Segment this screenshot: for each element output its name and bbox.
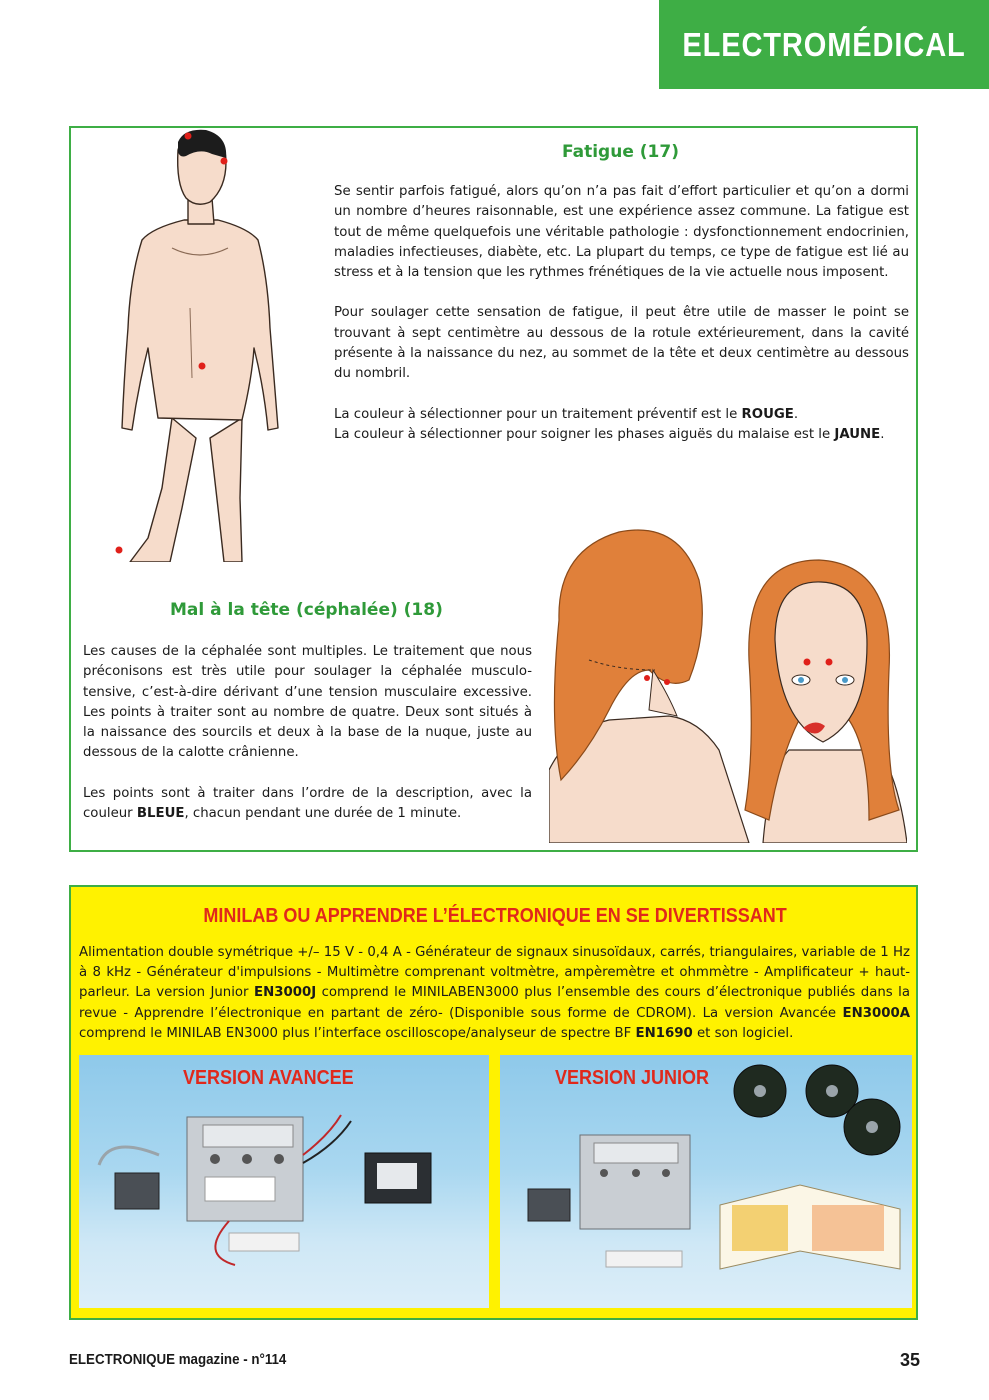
color-jaune: JAUNE [834,426,881,442]
ref-en3000a: EN3000A [842,1005,910,1021]
cephalee-text [83,642,532,824]
ref-en3000j: EN3000J [253,985,317,1001]
color-bleue: BLEUE [136,806,185,822]
point-head-top-marker [185,133,192,140]
fatigue-title: Fatigue (17) [562,142,679,162]
cephalee-paragraph-1: Les causes de la céphalée sont multiples. Le traitement que nous préconisons est très utile pour soulager la céphalée musculo-tensive, c’est-à-dire dérivant d’une tension musculaire excessive. Les points à traiter sont au nombre de quatre. Deux sont situés à la naissance des sourcils et deux à la base de la nuque, juste au dessous de la calotte crânienne. [83,644,532,761]
photo-version-avancee [79,1055,489,1308]
point-navel-marker [199,363,206,370]
point-knee-marker [116,547,123,554]
ref-en1690: EN1690 [635,1025,693,1041]
head-illustration [549,520,907,843]
fatigue-paragraph-3: La couleur à sélectionner pour un traitement préventif est le ROUGE. La couleur à sélectionner pour soigner les phases aiguës du malaise est le JAUNE. [334,406,885,442]
point-brow-left-marker [804,659,811,666]
point-nose-root-marker [221,158,228,165]
male-body-illustration [92,128,312,562]
fatigue-paragraph-1: Se sentir parfois fatigué, alors qu’on n’a pas fait d’effort particulier et qu’on a dormi un nombre d’heures raisonnable, est une expérience assez commune. La fatigue est tout de même quelquefois une véritable pathologie : dysfonctionnement endocrinien, maladies infectieuses, diabète, etc. La plupart du temps, ce type de fatigue est lié au stress et à la tension que les rythmes frénétiques de la vie actuelle nous imposent. [334,184,909,281]
minilab-avancee-illustration [79,1055,489,1308]
point-nape-left-marker [644,675,650,681]
section-title: ELECTROMÉDICAL [682,25,966,63]
minilab-box [69,885,918,1320]
minilab-title: MINILAB OU APPRENDRE L’ÉLECTRONIQUE EN SE DIVERTISSANT [203,905,788,927]
minilab-junior-illustration [500,1055,912,1308]
section-tab [659,0,989,89]
fatigue-text [334,182,909,445]
color-rouge: ROUGE [741,406,794,422]
photo-left-label: VERSION AVANCEE [183,1067,354,1089]
photo-version-junior [500,1055,912,1308]
page-number: 35 [899,1350,920,1370]
footer-magazine: ELECTRONIQUE magazine - n°114 [69,1352,287,1368]
photo-right-label: VERSION JUNIOR [555,1067,710,1089]
cephalee-paragraph-2: Les points sont à traiter dans l’ordre de la description, avec la couleur BLEUE, chacun pendant une durée de 1 minute. [83,785,532,822]
point-brow-right-marker [826,659,833,666]
minilab-description: Alimentation double symétrique +/– 15 V - 0,4 A - Générateur de signaux sinusoïdaux, carrés, triangulaires, variable de 1 Hz à 8 kHz - Générateur d'impulsions - Multimètre comprenant voltmètre, ampèremètre et ohmmètre - Amplificateur + haut-parleur. La version Junior EN3000J comprend le MINILABEN3000 plus l’ensemble des cours d’électronique publiés dans la revue - Apprendre l’électronique en partant de zéro- (Disponible sous forme de CDROM). La version Avancée EN3000A comprend le MINILAB EN3000 plus l’interface oscilloscope/analyseur de spectre BF EN1690 et son logiciel. [79,945,910,1041]
fatigue-paragraph-2: Pour soulager cette sensation de fatigue, il peut être utile de masser le point se trouvant à sept centimètre au dessous de la rotule extérieurement, dans la cavité présente à la naissance du nez, au sommet de la tête et deux centimètre au dessous du nombril. [334,305,909,382]
cephalee-title: Mal à la tête (céphalée) (18) [170,600,443,620]
point-nape-right-marker [664,679,670,685]
